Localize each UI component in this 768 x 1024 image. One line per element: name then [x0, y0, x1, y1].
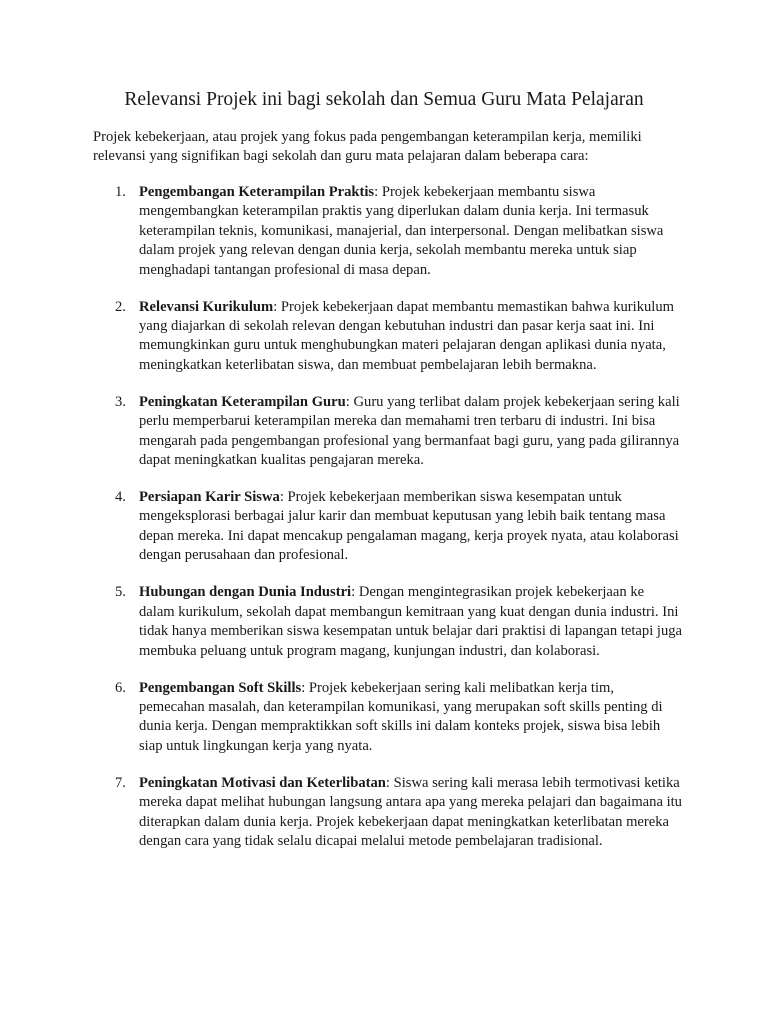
- document-title: Relevansi Projek ini bagi sekolah dan Semua Guru Mata Pelajaran: [124, 89, 644, 110]
- list-item-number: 7.: [115, 774, 126, 791]
- list-item: [93, 488, 683, 566]
- list-item-separator: :: [351, 584, 356, 601]
- list-item-text: Projek kebekerjaan memberikan siswa kesempatan untuk mengeksplorasi berbagai jalur karir dan membuat keputusan yang lebih baik tentang masa depan mereka. Ini dapat mencakup pengalaman magang, kerja proyek nyata, atau kolaborasi dengan perusahaan dan profesional.: [139, 489, 679, 564]
- numbered-list: [93, 183, 683, 869]
- list-item-number: 5.: [115, 584, 126, 601]
- list-item-number: 2.: [115, 298, 126, 315]
- list-item-separator: :: [279, 489, 284, 506]
- list-item-term: Peningkatan Keterampilan Guru: [139, 393, 346, 410]
- list-item: [93, 298, 683, 376]
- list-item-separator: :: [273, 298, 278, 315]
- list-item: [93, 774, 683, 852]
- list-item: [93, 183, 683, 280]
- list-item-separator: :: [374, 184, 379, 200]
- intro-paragraph: Projek kebekerjaan, atau projek yang fokus pada pengembangan keterampilan kerja, memiliki relevansi yang signifikan bagi sekolah dan guru mata pelajaran dalam beberapa cara:: [93, 129, 642, 165]
- list-item-term: Relevansi Kurikulum: [139, 298, 274, 315]
- list-item-number: 3.: [115, 393, 126, 410]
- list-item-text: Dengan mengintegrasikan projek kebekerjaan ke dalam kurikulum, sekolah dapat membangun kemitraan yang kuat dengan dunia industri. Ini tidak hanya memberikan siswa kesempatan untuk belajar dari praktisi di lapangan tetapi juga membuka peluang untuk program magang, kunjungan industri, dan kolaborasi.: [139, 584, 683, 659]
- list-item-text: Projek kebekerjaan sering kali melibatkan kerja tim, pemecahan masalah, dan keterampilan komunikasi, yang merupakan soft skills penting di dunia kerja. Dengan mempraktikkan soft skills ini dalam konteks projek, siswa bisa lebih siap untuk lingkungan kerja yang nyata.: [139, 679, 663, 754]
- list-item: [93, 393, 683, 471]
- list-item: [93, 679, 683, 757]
- list-item-term: Persiapan Karir Siswa: [139, 489, 280, 506]
- list-item-text: Siswa sering kali merasa lebih termotivasi ketika mereka dapat melihat hubungan langsung antara apa yang mereka pelajari dan bagaimana itu diterapkan dalam dunia kerja. Projek kebekerjaan dapat meningkatkan keterlibatan mereka dengan cara yang tidak selalu dicapai melalui metode pembelajaran tradisional.: [139, 774, 682, 849]
- list-item-separator: :: [301, 679, 306, 696]
- list-item-separator: :: [345, 393, 350, 410]
- list-item-text: Projek kebekerjaan dapat membantu memastikan bahwa kurikulum yang diajarkan di sekolah relevan dengan kebutuhan industri dan pasar kerja saat ini. Ini memungkinkan guru untuk menghubungkan materi pelajaran dengan aplikasi dunia nyata, meningkatkan keterlibatan siswa, dan membuat pembelajaran lebih bermakna.: [139, 298, 675, 373]
- list-item-term: Pengembangan Keterampilan Praktis: [139, 184, 375, 200]
- list-item-term: Peningkatan Motivasi dan Keterlibatan: [139, 774, 386, 791]
- list-item-separator: :: [385, 774, 390, 791]
- list-item-number: 4.: [115, 489, 126, 506]
- list-item-text: Guru yang terlibat dalam projek kebekerjaan sering kali perlu memperbarui keterampilan mereka dan memahami tren terbaru di industri. Ini bisa mengarah pada pengembangan profesional yang bermanfaat bagi guru, yang pada gilirannya dapat meningkatkan kualitas pengajaran mereka.: [139, 393, 680, 469]
- list-item-term: Pengembangan Soft Skills: [139, 679, 302, 696]
- list-item-number: 6.: [115, 679, 126, 696]
- list-item: [93, 583, 683, 661]
- list-item-number: 1.: [115, 184, 126, 200]
- list-item-text: Projek kebekerjaan membantu siswa mengembangkan keterampilan praktis yang diperlukan dalam dunia kerja. Ini termasuk keterampilan teknis, komunikasi, manajerial, dan interpersonal. Dengan melibatkan siswa dalam projek yang relevan dengan dunia kerja, sekolah membantu mereka untuk siap menghadapi tantangan profesional di masa depan.: [139, 184, 664, 278]
- list-item-term: Hubungan dengan Dunia Industri: [139, 584, 352, 601]
